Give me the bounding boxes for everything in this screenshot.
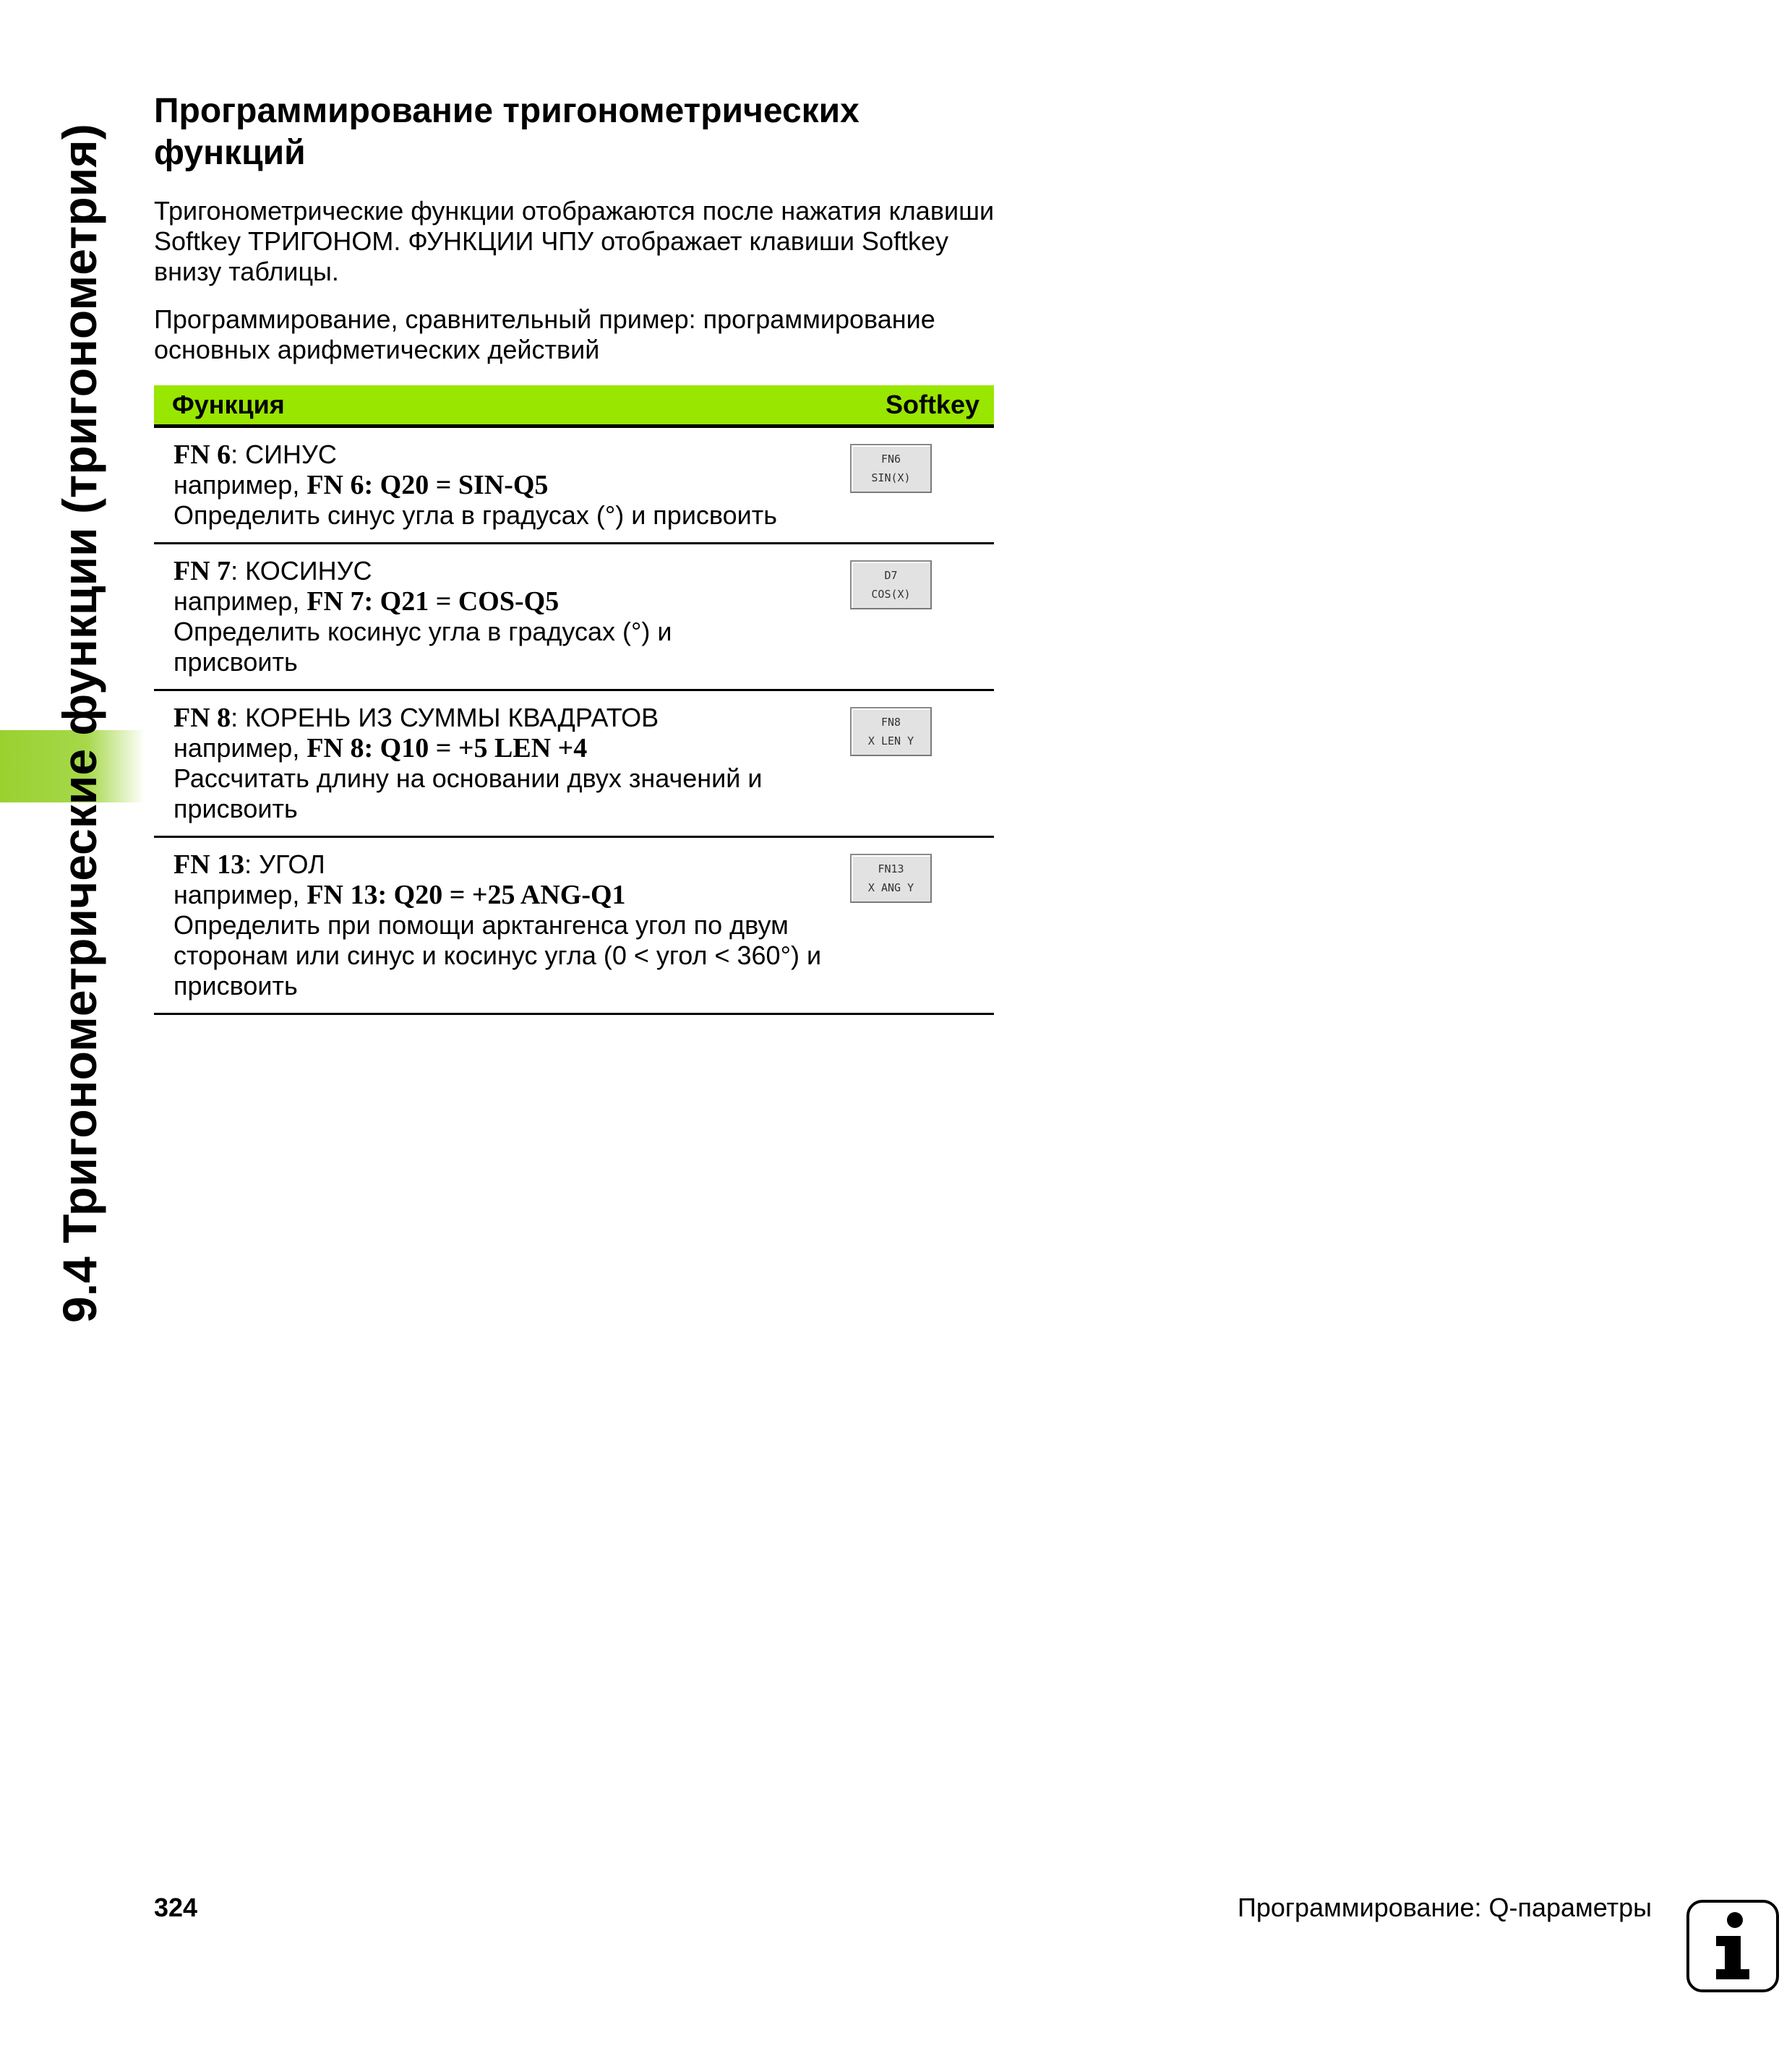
page-number: 324: [154, 1893, 198, 1922]
main-content: [154, 90, 996, 1015]
example-code: FN 13: Q20 = +25 ANG-Q1: [306, 880, 626, 910]
page-heading: Программирование тригонометрических функций: [154, 92, 859, 172]
function-description: Определить при помощи арктангенса угол по двум сторонам или синус и косинус угла (0 < угол < 360°) и присвоить: [173, 910, 822, 1001]
softkey-ang[interactable]: [850, 854, 932, 903]
softkey-line2: COS(X): [871, 588, 911, 601]
example-paragraph: Программирование, сравнительный пример: программирование основных арифметических действий: [154, 304, 935, 364]
softkey-line1: FN13: [878, 862, 904, 875]
softkey-line1: D7: [884, 569, 898, 582]
function-name: : КОРЕНЬ ИЗ СУММЫ КВАДРАТОВ: [231, 703, 659, 732]
function-description: Определить косинус угла в градусах (°) и присвоить: [173, 617, 672, 677]
info-glyph-icon: [1707, 1910, 1758, 1982]
function-code: FN 6: [173, 440, 231, 470]
softkey-cos[interactable]: [850, 560, 932, 609]
table-row: [154, 428, 994, 544]
table-header: [154, 385, 994, 428]
function-name: : СИНУС: [231, 440, 337, 469]
function-description: Рассчитать длину на основании двух значений и присвоить: [173, 763, 763, 823]
example-prefix: например,: [173, 880, 307, 909]
header-softkey: Softkey: [885, 390, 979, 419]
function-code: FN 7: [173, 556, 231, 586]
function-name: : КОСИНУС: [231, 556, 372, 586]
softkey-len[interactable]: [850, 707, 932, 756]
function-name: : УГОЛ: [244, 849, 325, 879]
example-code: FN 8: Q10 = +5 LEN +4: [306, 733, 588, 763]
table-row: [154, 691, 994, 838]
function-code: FN 13: [173, 849, 245, 880]
example-prefix: например,: [173, 733, 307, 763]
softkey-line2: X ANG Y: [867, 881, 914, 894]
table-row: [154, 544, 994, 691]
intro-paragraph: Тригонометрические функции отображаются после нажатия клавиши Softkey ТРИГОНОМ. ФУНКЦИИ ЧПУ отображает клавиши Softkey внизу таблицы.: [154, 196, 995, 286]
softkey-sin[interactable]: [850, 444, 932, 493]
example-prefix: например,: [173, 470, 307, 500]
info-icon: [1686, 1900, 1779, 1992]
example-code: FN 7: Q21 = COS-Q5: [306, 586, 560, 617]
header-function: Функция: [172, 390, 285, 419]
softkey-line2: X LEN Y: [867, 734, 914, 747]
function-table: [154, 385, 994, 1015]
example-prefix: например,: [173, 586, 307, 616]
function-description: Определить синус угла в градусах (°) и присвоить: [173, 500, 778, 530]
footer-section: Программирование: Q-параметры: [1238, 1893, 1652, 1922]
chapter-title: 9.4 Тригонометрические функции (тригонометрия): [53, 124, 106, 1323]
function-code: FN 8: [173, 703, 231, 733]
table-row: [154, 838, 994, 1015]
softkey-line1: FN6: [880, 453, 901, 466]
softkey-line2: SIN(X): [871, 471, 911, 484]
softkey-line1: FN8: [880, 716, 901, 729]
example-code: FN 6: Q20 = SIN-Q5: [306, 470, 549, 500]
